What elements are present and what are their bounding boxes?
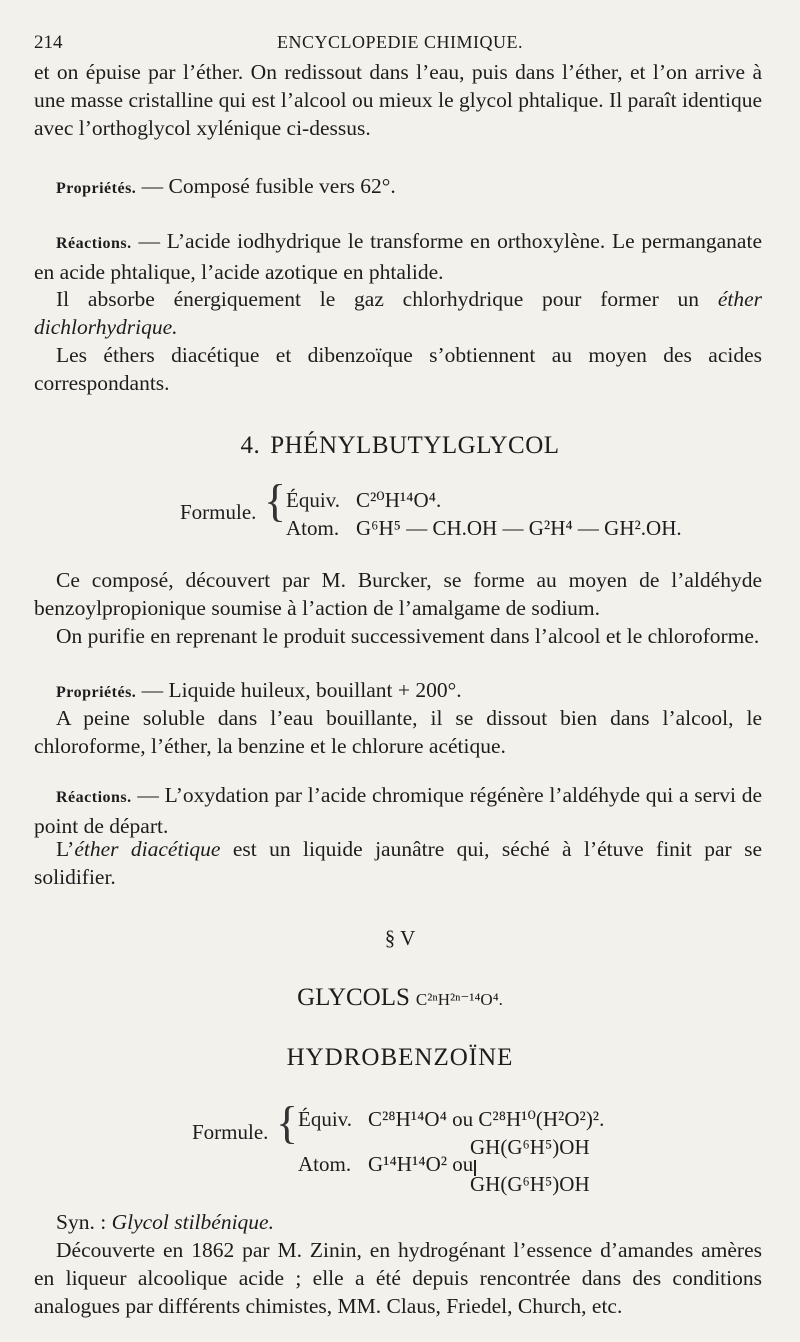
- text-ether-diacetique: éther diacétique: [74, 837, 221, 861]
- atom-key-2: Atom.: [298, 1152, 352, 1176]
- equiv-key: Équiv.: [286, 488, 341, 512]
- paragraph-burcker: Ce composé, découvert par M. Burcker, se forme au moyen de l’aldéhyde benzoylpropionique soumise à l’action de l’amalgame de sodium.: [34, 568, 762, 620]
- formula-stack-top: GH(G⁶H⁵)OH: [470, 1135, 590, 1159]
- formula-stack-bottom: GH(G⁶H⁵)OH: [470, 1172, 590, 1196]
- text-prefix: L’: [56, 837, 75, 861]
- paragraph-sign-v: § V: [384, 926, 416, 950]
- equiv-value-2: C²⁸H¹⁴O⁴ ou C²⁸H¹⁰(H²O²)².: [368, 1107, 605, 1131]
- formula-atom-line: [286, 516, 682, 541]
- paragraph-soluble: A peine soluble dans l’eau bouillante, il se dissout bien dans l’alcool, le chloroforme, l’éther, la benzine et le chlorure acétique.: [34, 706, 762, 758]
- text-proprietes-2: — Liquide huileux, bouillant + 200°.: [141, 678, 462, 702]
- text-glycol-stilbenique: Glycol stilbénique.: [111, 1210, 274, 1234]
- equiv-key-2: Équiv.: [298, 1107, 353, 1131]
- running-title: ENCYCLOPEDIE CHIMIQUE.: [277, 32, 523, 52]
- label-reactions: Réactions.: [56, 235, 132, 252]
- section-title-phenylbutylglycol: [0, 432, 800, 460]
- glycols-title: GLYCOLS: [297, 984, 410, 1011]
- text-ether-description: est un liquide jaunâtre qui, séché à l’étuve finit par se solidifier.: [34, 837, 762, 889]
- formula-label: Formule.: [180, 500, 257, 524]
- label-reactions-2: Réactions.: [56, 789, 132, 806]
- section-number: 4.: [240, 432, 261, 459]
- atom-value-2: G¹⁴H¹⁴O² ou: [368, 1152, 474, 1176]
- paragraph-reactions-2: [34, 781, 762, 840]
- paragraph-proprietes-2: [34, 676, 762, 707]
- text-proprietes: — Composé fusible vers 62°.: [141, 174, 396, 198]
- paragraph-zinin: Découverte en 1862 par M. Zinin, en hydrogénant l’essence d’amandes amères en liqueur alcoolique acide ; elle a été depuis rencontrée dans des conditions analogues par différents chimistes, MM. Claus, Friedel, Church, etc.: [34, 1238, 762, 1318]
- formula-equiv-line-2: [298, 1107, 604, 1132]
- glycols-formula: C²ⁿH²ⁿ⁻¹⁴O⁴.: [415, 990, 503, 1009]
- paragraph-ethers-diacetique: Les éthers diacétique et dibenzoïque s’obtiennent au moyen des acides correspondants.: [34, 343, 762, 395]
- page-header: [34, 32, 766, 60]
- hydrobenzoine-heading: HYDROBENZOÏNE: [286, 1044, 514, 1071]
- text-chlorhydrique: Il absorbe énergiquement le gaz chlorhydrique pour former un: [56, 287, 700, 311]
- paragraph-synonyme: [34, 1208, 762, 1236]
- page-number: 214: [34, 32, 63, 53]
- formula-label-2: Formule.: [192, 1120, 269, 1144]
- paragraph-phtalique-intro: et on épuise par l’éther. On redissout dans l’eau, puis dans l’éther, et l’on arrive à une masse cristalline qui est l’alcool ou mieux le glycol phtalique. Il paraît identique avec l’orthoglycol xylénique ci-dessus.: [34, 60, 762, 140]
- text-syn-prefix: Syn. :: [56, 1210, 107, 1234]
- paragraph-proprietes-1: [34, 172, 762, 203]
- label-proprietes-2: Propriétés.: [56, 684, 137, 701]
- equiv-value: C²⁰H¹⁴O⁴.: [356, 488, 442, 512]
- text-reactions: — L’acide iodhydrique le transforme en orthoxylène. Le permanganate en acide phtalique, l’acide azotique en phtalide.: [34, 229, 762, 284]
- brace-symbol-2: {: [276, 1097, 299, 1148]
- section-name: PHÉNYLBUTYLGLYCOL: [270, 432, 560, 459]
- formula-atom-line-2: [298, 1152, 473, 1177]
- atom-value: G⁶H⁵ — CH.OH — G²H⁴ — GH².OH.: [356, 516, 682, 540]
- formula-equiv-line: [286, 488, 441, 513]
- text-ether-dichlorhydrique: éther dichlorhydrique.: [34, 287, 763, 339]
- atom-key: Atom.: [286, 516, 340, 540]
- paragraph-ether-diacetique: [34, 835, 762, 891]
- brace-symbol: {: [264, 475, 287, 526]
- paragraph-chlorhydrique: [34, 285, 762, 341]
- paragraph-reactions-1: [34, 227, 762, 286]
- label-proprietes: Propriétés.: [56, 180, 137, 197]
- text-reactions-2: — L’oxydation par l’acide chromique régénère l’aldéhyde qui a servi de point de départ.: [34, 783, 763, 838]
- glycols-heading: [0, 984, 800, 1012]
- paragraph-purifie: On purifie en reprenant le produit successivement dans l’alcool et le chloroforme.: [56, 624, 760, 648]
